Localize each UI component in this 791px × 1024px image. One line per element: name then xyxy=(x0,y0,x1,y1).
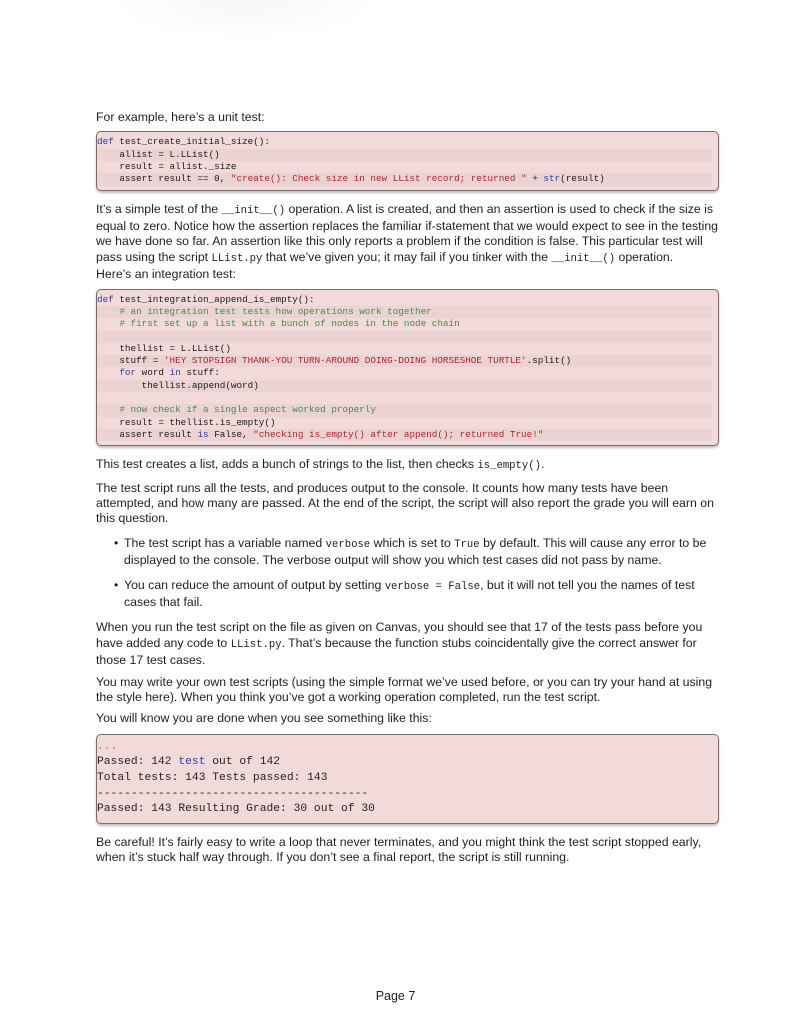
code-line: allist = L.LList() xyxy=(97,149,712,161)
code-line: result = thellist.is_empty() xyxy=(97,416,276,428)
code-line: thellist.append(word) xyxy=(97,380,712,392)
list-item: • The test script has a variable named verbose which is set to True by default. This will cause any error to be displayed to the console. The verbose output will show you which test cases did not pass by name. xyxy=(114,535,707,568)
integration-test-intro: Here’s an integration test: xyxy=(96,267,236,282)
code-line: thellist = L.LList() xyxy=(97,342,231,354)
code-line: # an integration test tests how operations work together xyxy=(97,306,712,318)
page-number: Page 7 xyxy=(375,989,416,1003)
output-line: ---------------------------------------- xyxy=(97,787,369,800)
code-line: def test_create_initial_size(): xyxy=(97,136,270,148)
unit-test-code-block xyxy=(96,131,719,190)
code-line: assert result is False, "checking is_empty() after append(); returned True!" xyxy=(97,429,712,441)
bullet-list xyxy=(96,536,719,611)
code-line: # now check if a single aspect worked properly xyxy=(97,404,712,416)
unit-test-intro: For example, here’s a unit test: xyxy=(96,110,265,124)
output-line: Passed: 143 Resulting Grade: 30 out of 30 xyxy=(97,803,375,816)
paragraph-seventeen-tests: When you run the test script on the file as given on Canvas, you should see that 17 of the tests pass before you have added any code to LList.py. That’s because the function stubs coincidentally give the correct answer for those 17 test cases. xyxy=(96,620,703,668)
code-line: stuff = 'HEY STOPSIGN THANK-YOU TURN-AROUND DOING-DOING HORSESHOE TURTLE'.split() xyxy=(97,355,712,367)
paragraph-own-tests: You may write your own test scripts (using the simple format we’ve used before, or you can try your hand at using the style here). When you think you’ve got a working operation completed, run the test script. xyxy=(96,674,713,705)
paragraph-careful: Be careful! It’s fairly easy to write a loop that never terminates, and you might think the test script stopped early, when it’s stuck half way through. If you don’t see a final report, the script is still running. xyxy=(96,834,702,865)
code-line xyxy=(97,331,712,343)
output-line: ... xyxy=(97,740,118,753)
code-line xyxy=(97,392,712,404)
code-line: result = allist._size xyxy=(97,161,237,172)
console-output-block xyxy=(96,734,719,824)
output-line: Total tests: 143 Tests passed: 143 xyxy=(97,772,328,785)
faded-watermark xyxy=(110,0,380,40)
list-item: • You can reduce the amount of output by setting verbose = False, but it will not tell you the names of test cases that fail. xyxy=(114,577,695,610)
document-body xyxy=(96,110,719,866)
paragraph-is-empty: This test creates a list, adds a bunch of strings to the list, then checks is_empty(). xyxy=(96,457,545,473)
code-line: for word in stuff: xyxy=(119,367,220,379)
paragraph-init-explanation: It’s a simple test of the __init__() operation. A list is created, and then an assertion is used to check if the size is equal to zero. Notice how the assertion replaces the familiar if-statement that we would expect to see in the testing we have done so far. An assertion like this only reports a problem if the condition is false. This particular test will pass using the script LList.py that we’ve given you; it may fail if you tinker with the __init__() operation. xyxy=(96,201,719,265)
paragraph-done-intro: You will know you are done when you see something like this: xyxy=(96,711,432,726)
paragraph-test-script: The test script runs all the tests, and produces output to the console. It counts how many tests have been attempted, and how many are passed. At the end of the script, the script will also report the grade you will earn on this question. xyxy=(96,480,714,526)
code-line: assert result == 0, "create(): Check size in new LList record; returned " + str(result) xyxy=(97,173,712,185)
code-line: # first set up a list with a bunch of nodes in the node chain xyxy=(119,318,460,330)
code-line: def test_integration_append_is_empty(): xyxy=(97,293,315,305)
output-line: Passed: 142 test out of 142 xyxy=(97,756,281,769)
integration-test-code-block xyxy=(96,289,719,447)
